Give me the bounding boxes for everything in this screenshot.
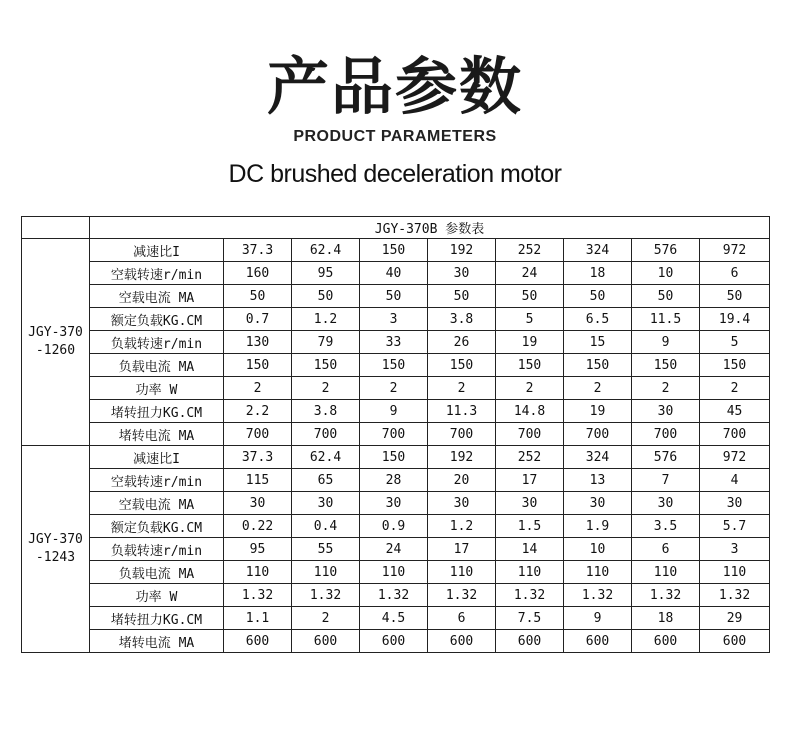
- model-name-line1: JGY-370: [28, 532, 83, 547]
- value-cell: 150: [564, 354, 632, 377]
- parameter-label: 负载转速r/min: [90, 331, 224, 354]
- value-cell: 150: [632, 354, 700, 377]
- value-cell: 95: [292, 262, 360, 285]
- value-cell: 600: [292, 630, 360, 653]
- parameters-table: [21, 216, 770, 653]
- value-cell: 6: [428, 607, 496, 630]
- value-cell: 9: [360, 400, 428, 423]
- value-cell: 700: [564, 423, 632, 446]
- value-cell: 1.32: [292, 584, 360, 607]
- table-row: [22, 561, 770, 584]
- value-cell: 65: [292, 469, 360, 492]
- table-caption: JGY-370B 参数表: [90, 217, 770, 239]
- parameter-label: 负载电流 MA: [90, 354, 224, 377]
- parameter-label: 额定负载KG.CM: [90, 515, 224, 538]
- value-cell: 3: [360, 308, 428, 331]
- value-cell: 150: [496, 354, 564, 377]
- value-cell: 30: [632, 400, 700, 423]
- value-cell: 600: [224, 630, 292, 653]
- value-cell: 30: [428, 262, 496, 285]
- value-cell: 110: [496, 561, 564, 584]
- value-cell: 6.5: [564, 308, 632, 331]
- value-cell: 14.8: [496, 400, 564, 423]
- value-cell: 324: [564, 239, 632, 262]
- parameter-label: 空载转速r/min: [90, 262, 224, 285]
- model-cell: [22, 239, 90, 446]
- value-cell: 2: [632, 377, 700, 400]
- value-cell: 110: [292, 561, 360, 584]
- value-cell: 600: [360, 630, 428, 653]
- table-header-row: [22, 217, 770, 239]
- value-cell: 30: [700, 492, 770, 515]
- table-row: [22, 607, 770, 630]
- table-row: [22, 515, 770, 538]
- value-cell: 160: [224, 262, 292, 285]
- table-row: [22, 492, 770, 515]
- value-cell: 150: [360, 446, 428, 469]
- value-cell: 1.2: [292, 308, 360, 331]
- table-row: [22, 630, 770, 653]
- value-cell: 700: [496, 423, 564, 446]
- value-cell: 700: [632, 423, 700, 446]
- value-cell: 700: [360, 423, 428, 446]
- value-cell: 2.2: [224, 400, 292, 423]
- value-cell: 50: [224, 285, 292, 308]
- value-cell: 26: [428, 331, 496, 354]
- value-cell: 0.9: [360, 515, 428, 538]
- value-cell: 30: [292, 492, 360, 515]
- value-cell: 972: [700, 239, 770, 262]
- parameter-label: 空载电流 MA: [90, 492, 224, 515]
- value-cell: 33: [360, 331, 428, 354]
- value-cell: 30: [564, 492, 632, 515]
- table-row: [22, 446, 770, 469]
- value-cell: 2: [292, 377, 360, 400]
- value-cell: 600: [496, 630, 564, 653]
- value-cell: 0.22: [224, 515, 292, 538]
- value-cell: 576: [632, 446, 700, 469]
- value-cell: 5: [496, 308, 564, 331]
- value-cell: 110: [360, 561, 428, 584]
- value-cell: 5.7: [700, 515, 770, 538]
- value-cell: 5: [700, 331, 770, 354]
- value-cell: 50: [428, 285, 496, 308]
- value-cell: 1.32: [360, 584, 428, 607]
- value-cell: 110: [564, 561, 632, 584]
- value-cell: 3.5: [632, 515, 700, 538]
- model-name-line1: JGY-370: [28, 325, 83, 340]
- value-cell: 40: [360, 262, 428, 285]
- table-row: [22, 262, 770, 285]
- value-cell: 18: [632, 607, 700, 630]
- parameter-label: 功率 W: [90, 584, 224, 607]
- value-cell: 50: [496, 285, 564, 308]
- value-cell: 600: [632, 630, 700, 653]
- value-cell: 50: [292, 285, 360, 308]
- value-cell: 30: [224, 492, 292, 515]
- value-cell: 4.5: [360, 607, 428, 630]
- value-cell: 2: [700, 377, 770, 400]
- value-cell: 37.3: [224, 446, 292, 469]
- value-cell: 62.4: [292, 446, 360, 469]
- value-cell: 1.32: [496, 584, 564, 607]
- page-title-english: PRODUCT PARAMETERS: [293, 128, 497, 145]
- value-cell: 150: [428, 354, 496, 377]
- parameter-label: 负载电流 MA: [90, 561, 224, 584]
- table-row: [22, 400, 770, 423]
- value-cell: 600: [700, 630, 770, 653]
- value-cell: 2: [428, 377, 496, 400]
- value-cell: 10: [564, 538, 632, 561]
- value-cell: 1.32: [224, 584, 292, 607]
- value-cell: 50: [564, 285, 632, 308]
- value-cell: 150: [360, 239, 428, 262]
- value-cell: 3: [700, 538, 770, 561]
- value-cell: 3.8: [292, 400, 360, 423]
- value-cell: 110: [428, 561, 496, 584]
- value-cell: 50: [360, 285, 428, 308]
- value-cell: 700: [700, 423, 770, 446]
- parameter-label: 功率 W: [90, 377, 224, 400]
- value-cell: 150: [360, 354, 428, 377]
- value-cell: 79: [292, 331, 360, 354]
- value-cell: 110: [632, 561, 700, 584]
- parameter-label: 堵转扭力KG.CM: [90, 607, 224, 630]
- table-row: [22, 331, 770, 354]
- value-cell: 700: [428, 423, 496, 446]
- model-cell: [22, 446, 90, 653]
- parameter-label: 减速比I: [90, 446, 224, 469]
- value-cell: 7: [632, 469, 700, 492]
- value-cell: 130: [224, 331, 292, 354]
- value-cell: 11.5: [632, 308, 700, 331]
- value-cell: 18: [564, 262, 632, 285]
- value-cell: 62.4: [292, 239, 360, 262]
- value-cell: 37.3: [224, 239, 292, 262]
- value-cell: 2: [292, 607, 360, 630]
- table-row: [22, 354, 770, 377]
- model-name-line2: -1243: [35, 550, 76, 565]
- header-corner-cell: [22, 217, 90, 239]
- value-cell: 115: [224, 469, 292, 492]
- value-cell: 11.3: [428, 400, 496, 423]
- value-cell: 19: [564, 400, 632, 423]
- value-cell: 4: [700, 469, 770, 492]
- value-cell: 24: [496, 262, 564, 285]
- value-cell: 50: [700, 285, 770, 308]
- parameter-label: 堵转电流 MA: [90, 630, 224, 653]
- parameter-label: 减速比I: [90, 239, 224, 262]
- value-cell: 2: [224, 377, 292, 400]
- table-row: [22, 239, 770, 262]
- value-cell: 13: [564, 469, 632, 492]
- table-row: [22, 285, 770, 308]
- value-cell: 1.2: [428, 515, 496, 538]
- value-cell: 30: [632, 492, 700, 515]
- product-subtitle: DC brushed deceleration motor: [228, 160, 562, 188]
- value-cell: 3.8: [428, 308, 496, 331]
- value-cell: 1.32: [428, 584, 496, 607]
- value-cell: 600: [428, 630, 496, 653]
- value-cell: 1.9: [564, 515, 632, 538]
- value-cell: 6: [700, 262, 770, 285]
- value-cell: 2: [496, 377, 564, 400]
- value-cell: 30: [428, 492, 496, 515]
- value-cell: 6: [632, 538, 700, 561]
- value-cell: 15: [564, 331, 632, 354]
- table-row: [22, 538, 770, 561]
- value-cell: 55: [292, 538, 360, 561]
- value-cell: 17: [428, 538, 496, 561]
- value-cell: 110: [224, 561, 292, 584]
- value-cell: 29: [700, 607, 770, 630]
- parameter-label: 空载电流 MA: [90, 285, 224, 308]
- value-cell: 20: [428, 469, 496, 492]
- parameter-label: 堵转电流 MA: [90, 423, 224, 446]
- value-cell: 30: [360, 492, 428, 515]
- value-cell: 576: [632, 239, 700, 262]
- model-name-line2: -1260: [35, 343, 76, 358]
- value-cell: 19: [496, 331, 564, 354]
- value-cell: 10: [632, 262, 700, 285]
- value-cell: 2: [564, 377, 632, 400]
- value-cell: 700: [292, 423, 360, 446]
- value-cell: 252: [496, 446, 564, 469]
- value-cell: 1.32: [632, 584, 700, 607]
- value-cell: 0.7: [224, 308, 292, 331]
- parameter-label: 额定负载KG.CM: [90, 308, 224, 331]
- table-row: [22, 308, 770, 331]
- value-cell: 0.4: [292, 515, 360, 538]
- value-cell: 150: [292, 354, 360, 377]
- value-cell: 1.32: [564, 584, 632, 607]
- page-title: 产品参数: [266, 50, 523, 123]
- value-cell: 9: [632, 331, 700, 354]
- value-cell: 192: [428, 446, 496, 469]
- parameter-label: 堵转扭力KG.CM: [90, 400, 224, 423]
- value-cell: 50: [632, 285, 700, 308]
- value-cell: 28: [360, 469, 428, 492]
- parameter-label: 负载转速r/min: [90, 538, 224, 561]
- value-cell: 150: [224, 354, 292, 377]
- value-cell: 600: [564, 630, 632, 653]
- value-cell: 252: [496, 239, 564, 262]
- value-cell: 24: [360, 538, 428, 561]
- value-cell: 9: [564, 607, 632, 630]
- value-cell: 2: [360, 377, 428, 400]
- table-row: [22, 469, 770, 492]
- value-cell: 17: [496, 469, 564, 492]
- value-cell: 110: [700, 561, 770, 584]
- value-cell: 324: [564, 446, 632, 469]
- value-cell: 700: [224, 423, 292, 446]
- value-cell: 192: [428, 239, 496, 262]
- value-cell: 972: [700, 446, 770, 469]
- value-cell: 95: [224, 538, 292, 561]
- value-cell: 45: [700, 400, 770, 423]
- table-row: [22, 377, 770, 400]
- value-cell: 150: [700, 354, 770, 377]
- value-cell: 7.5: [496, 607, 564, 630]
- value-cell: 1.32: [700, 584, 770, 607]
- table-row: [22, 423, 770, 446]
- value-cell: 14: [496, 538, 564, 561]
- parameter-label: 空载转速r/min: [90, 469, 224, 492]
- value-cell: 1.5: [496, 515, 564, 538]
- value-cell: 19.4: [700, 308, 770, 331]
- value-cell: 30: [496, 492, 564, 515]
- value-cell: 1.1: [224, 607, 292, 630]
- table-row: [22, 584, 770, 607]
